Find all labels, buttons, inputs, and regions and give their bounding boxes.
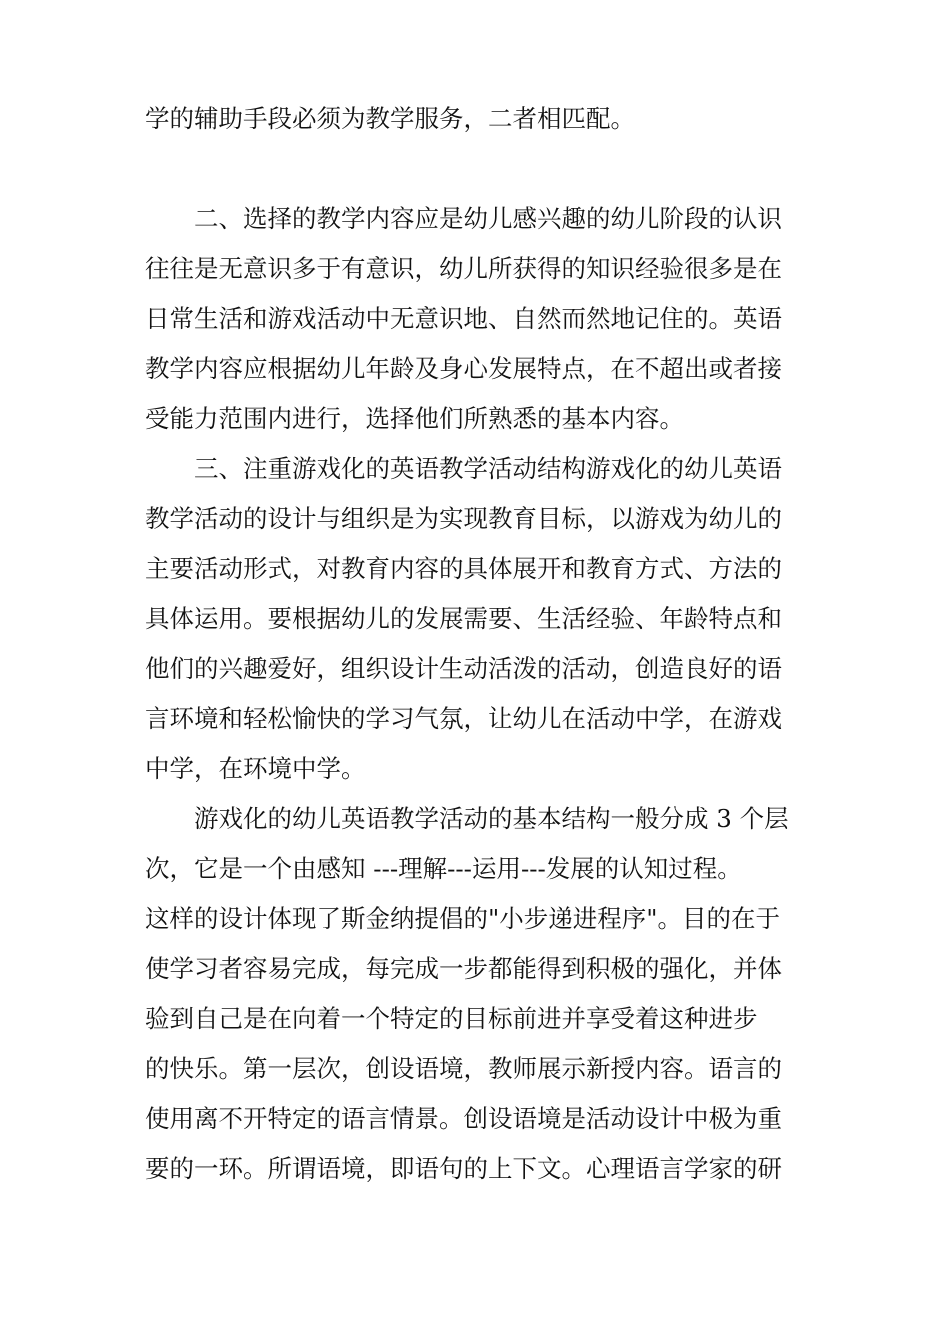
text-line-2: 二、选择的教学内容应是幼儿感兴趣的幼儿阶段的认识 <box>194 204 782 233</box>
text-line-14: 游戏化的幼儿英语教学活动的基本结构一般分成 3 个层 <box>194 804 789 833</box>
text-line-16: 这样的设计体现了斯金纳提倡的"小步递进程序"。目的在于 <box>145 904 781 933</box>
text-line-9: 主要活动形式，对教育内容的具体展开和教育方式、方法的 <box>145 554 782 583</box>
text-line-18: 验到自己是在向着一个特定的目标前进并享受着这种进步 <box>145 1004 758 1033</box>
text-line-19: 的快乐。第一层次，创设语境，教师展示新授内容。语言的 <box>145 1054 782 1083</box>
text-line-4: 日常生活和游戏活动中无意识地、自然而然地记住的。英语 <box>145 304 782 333</box>
text-line-17: 使学习者容易完成，每完成一步都能得到积极的强化，并体 <box>145 954 782 983</box>
text-line-21: 要的一环。所谓语境，即语句的上下文。心理语言学家的研 <box>145 1154 782 1183</box>
text-line-6: 受能力范围内进行，选择他们所熟悉的基本内容。 <box>145 404 684 433</box>
text-line-11: 他们的兴趣爱好，组织设计生动活泼的活动，创造良好的语 <box>145 654 782 683</box>
text-line-1: 学的辅助手段必须为教学服务，二者相匹配。 <box>145 104 635 133</box>
text-line-10: 具体运用。要根据幼儿的发展需要、生活经验、年龄特点和 <box>145 604 782 633</box>
text-line-12: 言环境和轻松愉快的学习气氛，让幼儿在活动中学，在游戏 <box>145 704 782 733</box>
text-line-7: 三、注重游戏化的英语教学活动结构游戏化的幼儿英语 <box>194 454 782 483</box>
text-line-5: 教学内容应根据幼儿年龄及身心发展特点，在不超出或者接 <box>145 354 782 383</box>
text-line-13: 中学，在环境中学。 <box>145 754 366 783</box>
text-line-20: 使用离不开特定的语言情景。创设语境是活动设计中极为重 <box>145 1104 782 1133</box>
text-line-3: 往往是无意识多于有意识，幼儿所获得的知识经验很多是在 <box>145 254 782 283</box>
text-line-8: 教学活动的设计与组织是为实现教育目标，以游戏为幼儿的 <box>145 504 782 533</box>
text-line-15: 次，它是一个由感知 ---理解---运用---发展的认知过程。 <box>145 854 742 883</box>
